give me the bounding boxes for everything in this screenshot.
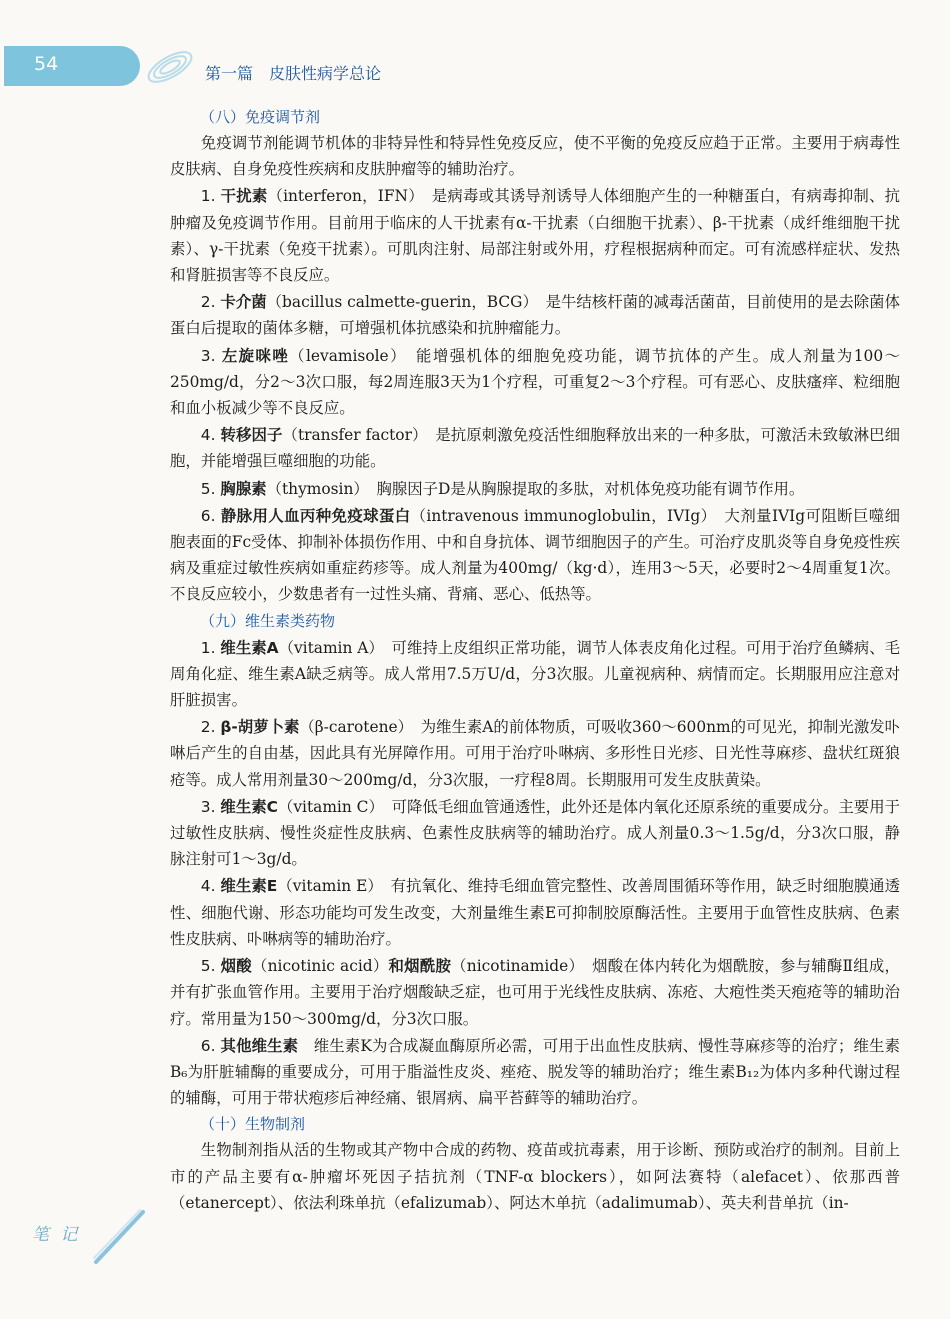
list-item: 3. 左旋咪唑（levamisole） 能增强机体的细胞免疫功能，调节抗体的产生。成人剂量为100～250mg/d，分2～3次口服，每2周连服3天为1个疗程，可重复2～3个疗程。可有恶心、皮肤瘙痒、粒细胞和血小板减少等不良反应。 — [170, 346, 900, 418]
item-term-2: 和烟酰胺 — [388, 957, 452, 976]
item-term: 转移因子 — [220, 426, 283, 445]
item-text: 为维生素A的前体物质，可吸收360～600nm的可见光，抑制光激发卟啉后产生的自由基，因此具有光屏障作用。可用于治疗卟啉病、多形性日光疹、日光性荨麻疹、盘状红斑狼疮等。成人常用剂量30～200mg/d，分3次服，一疗程8周。长期服用可发生皮肤黄染。 — [170, 718, 900, 789]
section-heading: （九）维生素类药物 — [200, 611, 336, 630]
list-item: 4. 转移因子（transfer factor） 是抗原刺激免疫活性细胞释放出来的一种多肽，可激活未致敏淋巴细胞，并能增强巨噬细胞的功能。 — [170, 426, 900, 471]
page-body — [170, 104, 900, 1216]
item-term: 左旋咪唑 — [221, 346, 290, 365]
item-latin: （nicotinic acid） — [251, 957, 389, 976]
item-latin: （β-carotene） — [299, 718, 406, 737]
page-number-badge — [4, 46, 140, 86]
item-text: 胸腺因子D是从胸腺提取的多肽，对机体免疫功能有调节作用。 — [361, 479, 805, 498]
list-item: 3. 维生素C（vitamin C） 可降低毛细血管通透性，此外还是体内氧化还原系统的重要成分。主要用于过敏性皮肤病、慢性炎症性皮肤病、色素性皮肤病等的辅助治疗。成人剂量0.3～1.5g/d，分3次口服，静脉注射可1～3g/d。 — [170, 797, 901, 869]
item-term: 维生素C — [220, 797, 278, 816]
item-latin: （bacillus calmette-guerin，BCG） — [266, 293, 531, 312]
item-term: β-胡萝卜素 — [220, 718, 300, 737]
page-header — [0, 0, 950, 110]
section-intro: 生物制剂指从活的生物或其产物中合成的药物、疫苗或抗毒素，用于诊断、预防或治疗的制剂。目前上市的产品主要有α-肿瘤坏死因子拮抗剂（TNF-α blockers），如阿法赛特（alefacet）、依那西普（etanercept）、依法利珠单抗（efalizumab）、阿达木单抗（adalimumab）、英夫利昔单抗（in- — [170, 1141, 900, 1212]
item-latin: （vitamin E） — [277, 877, 376, 896]
item-text: 是病毒或其诱导剂诱导人体细胞产生的一种糖蛋白，有病毒抑制、抗肿瘤及免疫调节作用。目前用于临床的人干扰素有α-干扰素（白细胞干扰素）、β-干扰素（成纤维细胞干扰素）、γ-干扰素（免疫干扰素）。可肌肉注射、局部注射或外用，疗程根据病种而定。可有流感样症状、发热和肾脏损害等不良反应。 — [170, 187, 900, 285]
item-latin: （vitamin A） — [278, 638, 377, 657]
list-item: 4. 维生素E（vitamin E） 有抗氧化、维持毛细血管完整性、改善周围循环等作用，缺乏时细胞膜通透性、细胞代谢、形态功能均可发生改变，大剂量维生素E可抑制胶原酶活性。主要用于血管性皮肤病、色素性皮肤病、卟啉病等的辅助治疗。 — [170, 877, 900, 948]
item-text: 烟酸在体内转化为烟酰胺，参与辅酶Ⅱ组成，并有扩张血管作用。主要用于治疗烟酸缺乏症，也可用于光线性皮肤病、冻疮、大疱性类天疱疮等的辅助治疗。常用量为150～300mg/d，分3次口服。 — [170, 957, 900, 1028]
page-number: 54 — [34, 53, 59, 75]
list-item: 6. 其他维生素 维生素K为合成凝血酶原所必需，可用于出血性皮肤病、慢性荨麻疹等的治疗；维生素B₆为肝脏辅酶的重要成分，可用于脂溢性皮炎、痤疮、脱发等的辅助治疗；维生素B₁₂为体内多种代谢过程的辅酶，可用于带状疱疹后神经痛、银屑病、扁平苔藓等的辅助治疗。 — [170, 1036, 900, 1108]
list-item: 2. 卡介菌（bacillus calmette-guerin，BCG） 是牛结核杆菌的减毒活菌苗，目前使用的是去除菌体蛋白后提取的菌体多糖，可增强机体抗感染和抗肿瘤能力。 — [170, 293, 900, 338]
notes-label: 笔 记 — [32, 1225, 81, 1245]
item-text: 能增强机体的细胞免疫功能，调节抗体的产生。成人剂量为100～250mg/d，分2～3次口服，每2周连服3天为1个疗程，可重复2～3个疗程。可有恶心、皮肤瘙痒、粒细胞和血小板减少等不良反应。 — [170, 346, 900, 418]
item-term: 胸腺素 — [220, 479, 267, 498]
item-latin: （levamisole） — [289, 346, 400, 365]
item-term: 烟酸 — [220, 957, 252, 976]
item-latin: （transfer factor） — [282, 426, 420, 445]
item-text: 是牛结核杆菌的减毒活菌苗，目前使用的是去除菌体蛋白后提取的菌体多糖，可增强机体抗感染和抗肿瘤能力。 — [170, 293, 900, 338]
item-text: 大剂量IVIg可阻断巨噬细胞表面的Fc受体、抑制补体损伤作用、中和自身抗体、调节细胞因子的产生。可治疗皮肌炎等自身免疫性疾病及重症过敏性疾病如重症药疹等。成人剂量为400mg/（kg·d），连用3～5天，必要时2～4周重复1次。不良反应较小，少数患者有一过性头痛、背痛、恶心、低热等。 — [170, 506, 900, 604]
item-term: 静脉用人血丙种免疫球蛋白 — [220, 506, 411, 525]
item-latin-2: （nicotinamide） — [451, 957, 577, 976]
item-term: 维生素E — [220, 877, 278, 896]
list-item: 5. 烟酸（nicotinic acid）和烟酰胺（nicotinamide） 烟酸在体内转化为烟酰胺，参与辅酶Ⅱ组成，并有扩张血管作用。主要用于治疗烟酸缺乏症，也可用于光线性皮肤病、冻疮、大疱性类天疱疮等的辅助治疗。常用量为150～300mg/d，分3次口服。 — [170, 957, 900, 1028]
item-latin: （interferon，IFN） — [267, 187, 417, 206]
item-latin: （vitamin C） — [277, 797, 377, 816]
item-text: 可降低毛细血管通透性，此外还是体内氧化还原系统的重要成分。主要用于过敏性皮肤病、慢性炎症性皮肤病、色素性皮肤病等的辅助治疗。成人剂量0.3～1.5g/d，分3次口服，静脉注射可1～3g/d。 — [170, 797, 901, 869]
list-item: 5. 胸腺素（thymosin） 胸腺因子D是从胸腺提取的多肽，对机体免疫功能有调节作用。 — [200, 479, 805, 498]
item-text: 有抗氧化、维持毛细血管完整性、改善周围循环等作用，缺乏时细胞膜通透性、细胞代谢、形态功能均可发生改变，大剂量维生素E可抑制胶原酶活性。主要用于血管性皮肤病、色素性皮肤病、卟啉病等的辅助治疗。 — [170, 877, 900, 948]
item-text: 维生素K为合成凝血酶原所必需，可用于出血性皮肤病、慢性荨麻疹等的治疗；维生素B₆为肝脏辅酶的重要成分，可用于脂溢性皮炎、痤疮、脱发等的辅助治疗；维生素B₁₂为体内多种代谢过程的辅酶，可用于带状疱疹后神经痛、银屑病、扁平苔藓等的辅助治疗。 — [170, 1036, 900, 1108]
pen-icon — [88, 1208, 148, 1268]
swirl-decoration-icon — [140, 40, 200, 94]
item-term: 其他维生素 — [220, 1036, 299, 1055]
section-intro: 免疫调节剂能调节机体的非特异性和特异性免疫反应，使不平衡的免疫反应趋于正常。主要用于病毒性皮肤病、自身免疫性疾病和皮肤肿瘤等的辅助治疗。 — [170, 134, 900, 179]
item-text: 是抗原刺激免疫活性细胞释放出来的一种多肽，可激活未致敏淋巴细胞，并能增强巨噬细胞的功能。 — [170, 426, 900, 471]
list-item: 1. 干扰素（interferon，IFN） 是病毒或其诱导剂诱导人体细胞产生的一种糖蛋白，有病毒抑制、抗肿瘤及免疫调节作用。目前用于临床的人干扰素有α-干扰素（白细胞干扰素）、β-干扰素（成纤维细胞干扰素）、γ-干扰素（免疫干扰素）。可肌肉注射、局部注射或外用，疗程根据病种而定。可有流感样症状、发热和肾脏损害等不良反应。 — [170, 187, 900, 285]
section-heading: （八）免疫调节剂 — [200, 108, 321, 126]
item-term: 干扰素 — [220, 187, 268, 206]
notes-margin — [30, 1208, 150, 1278]
list-item: 6. 静脉用人血丙种免疫球蛋白（intravenous immunoglobulin，IVIg） 大剂量IVIg可阻断巨噬细胞表面的Fc受体、抑制补体损伤作用、中和自身抗体、调节细胞因子的产生。可治疗皮肌炎等自身免疫性疾病及重症过敏性疾病如重症药疹等。成人剂量为400mg/（kg·d），连用3～5天，必要时2～4周重复1次。不良反应较小，少数患者有一过性头痛、背痛、恶心、低热等。 — [170, 506, 900, 604]
list-item: 2. β-胡萝卜素（β-carotene） 为维生素A的前体物质，可吸收360～600nm的可见光，抑制光激发卟啉后产生的自由基，因此具有光屏障作用。可用于治疗卟啉病、多形性日光疹、日光性荨麻疹、盘状红斑狼疮等。成人常用剂量30～200mg/d，分3次服，一疗程8周。长期服用可发生皮肤黄染。 — [170, 718, 900, 789]
chapter-title: 第一篇 皮肤性病学总论 — [205, 64, 382, 83]
section-heading: （十）生物制剂 — [200, 1115, 306, 1134]
item-latin: （thymosin） — [266, 479, 362, 498]
item-term: 维生素A — [220, 638, 279, 657]
list-item: 1. 维生素A（vitamin A） 可维持上皮组织正常功能，调节人体表皮角化过程。可用于治疗鱼鳞病、毛周角化症、维生素A缺乏病等。成人常用7.5万U/d，分3次服。儿童视病种、病情而定。长期服用应注意对肝脏损害。 — [170, 638, 900, 710]
item-text: 可维持上皮组织正常功能，调节人体表皮角化过程。可用于治疗鱼鳞病、毛周角化症、维生素A缺乏病等。成人常用7.5万U/d，分3次服。儿童视病种、病情而定。长期服用应注意对肝脏损害。 — [170, 638, 900, 710]
item-term: 卡介菌 — [220, 293, 267, 312]
item-latin: （intravenous immunoglobulin，IVIg） — [410, 506, 709, 525]
